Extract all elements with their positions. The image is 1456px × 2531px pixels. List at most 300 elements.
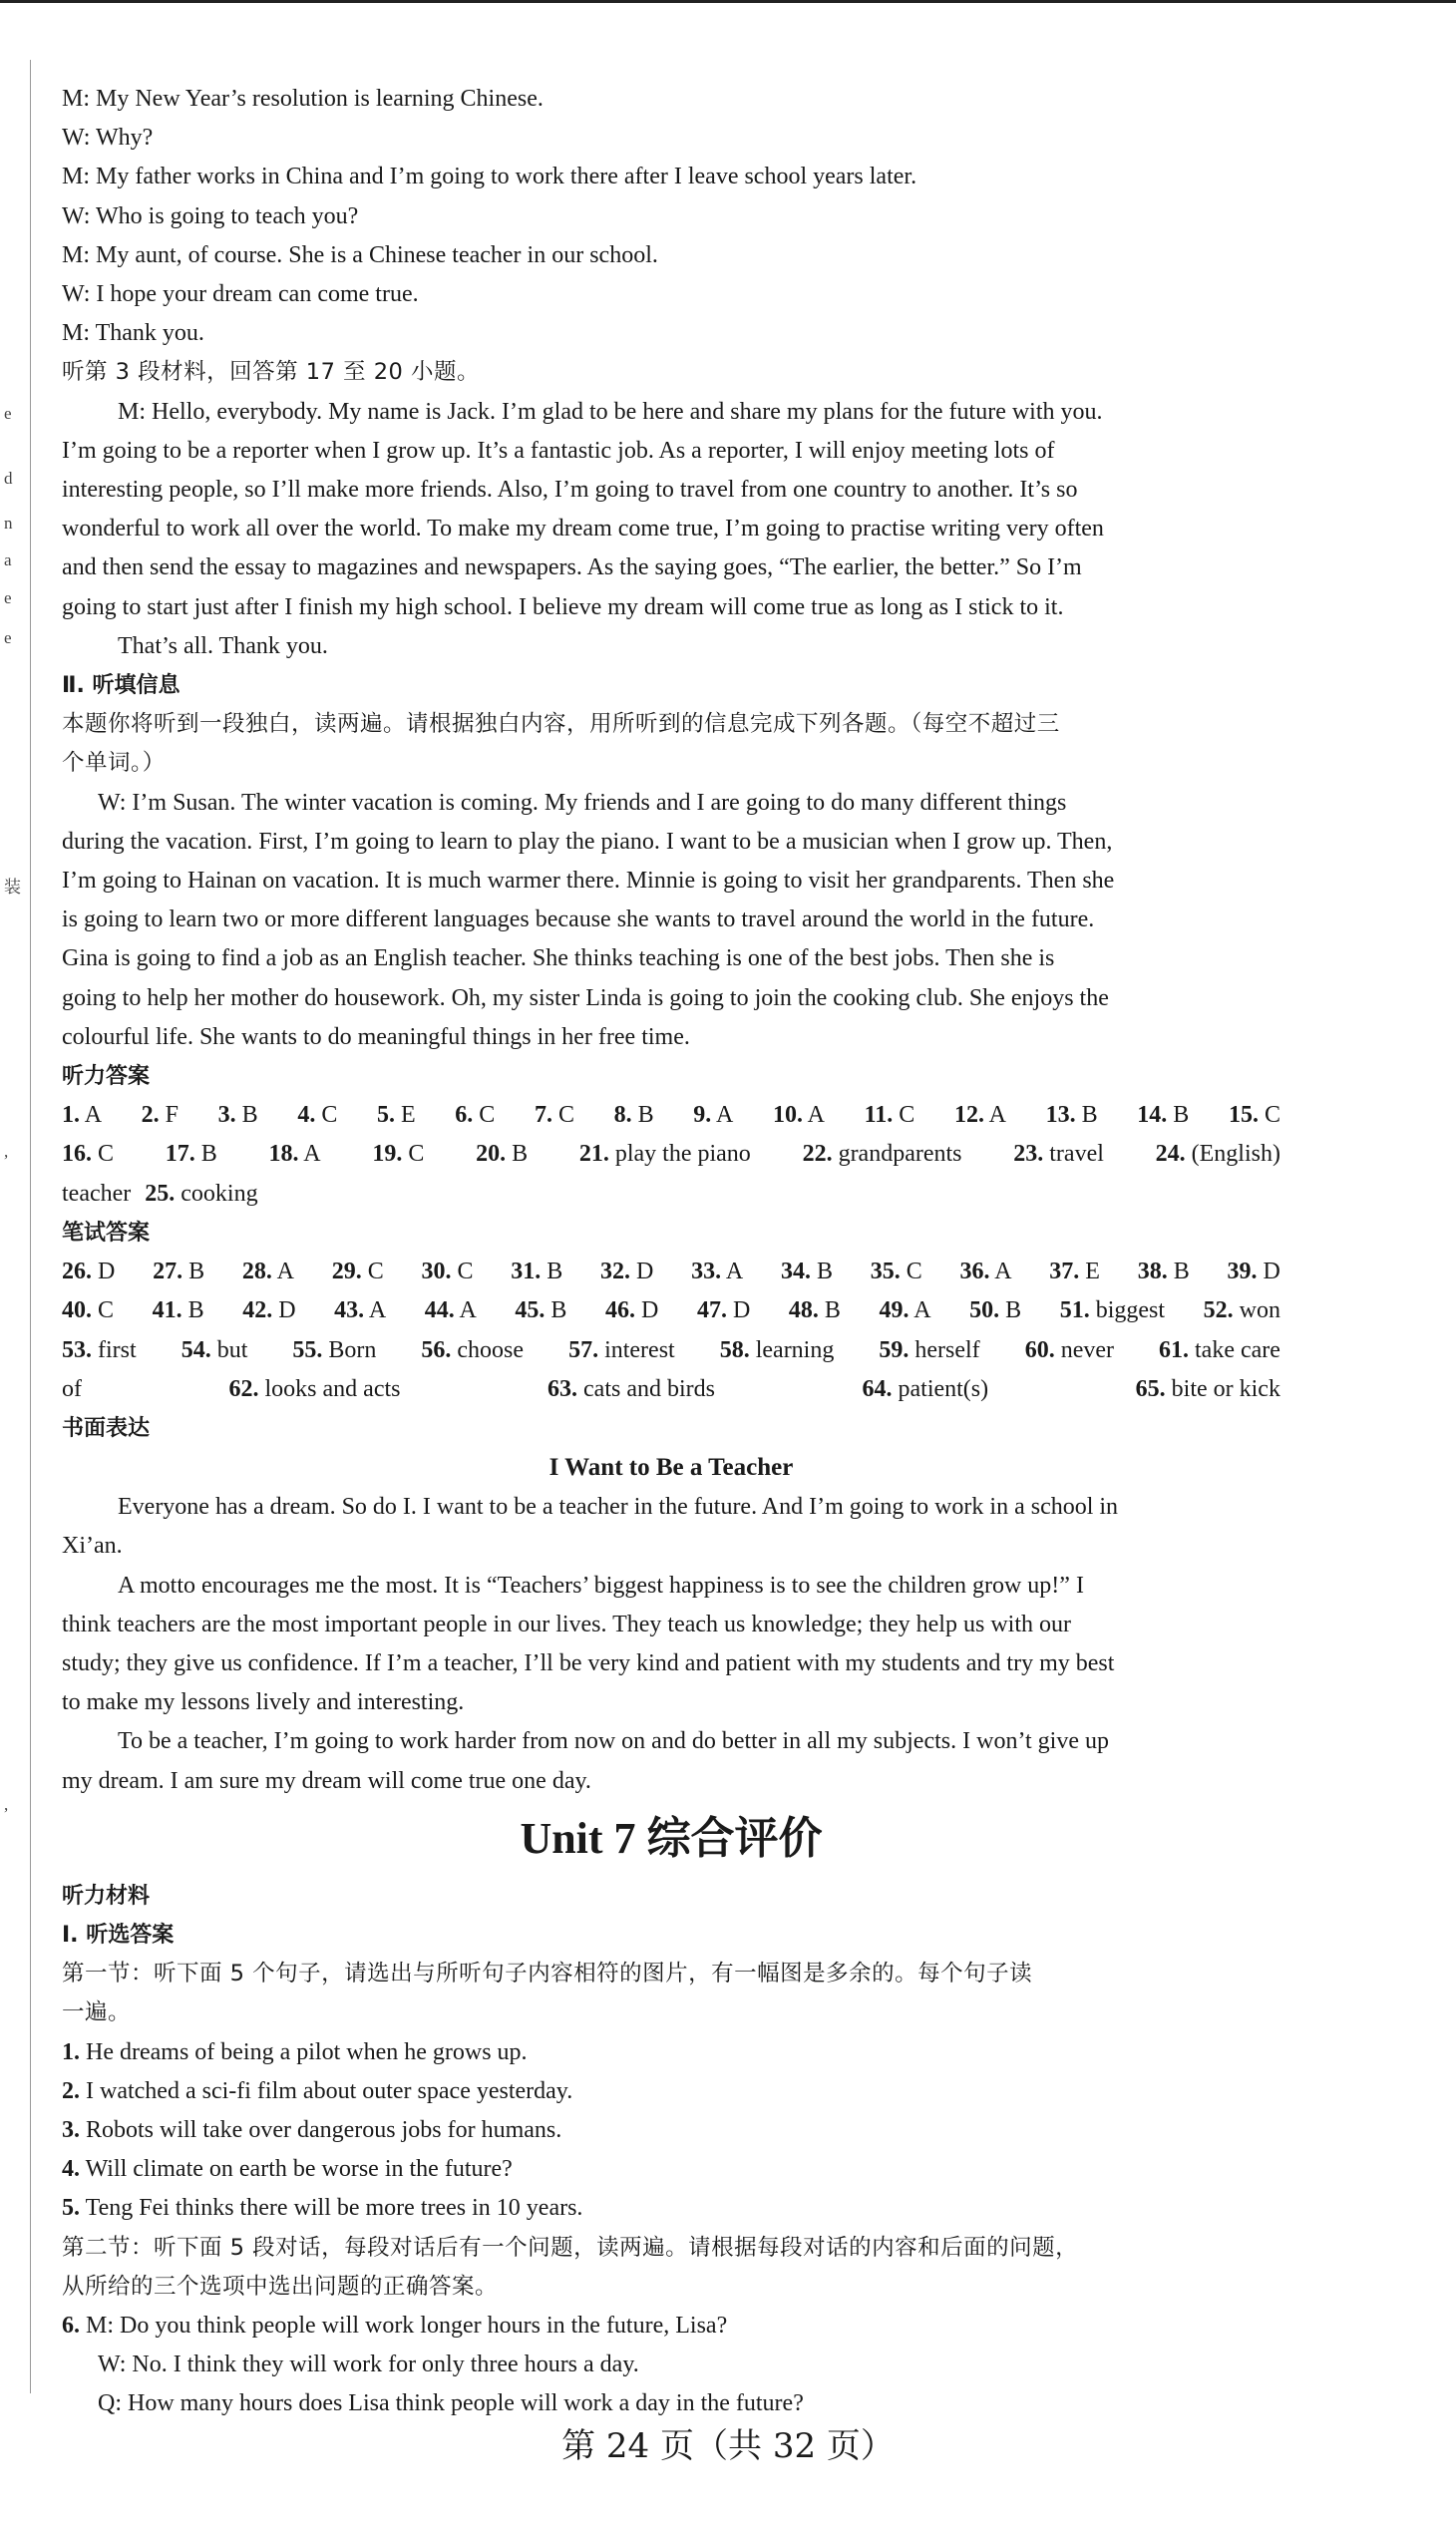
answer-item <box>960 1253 1012 1291</box>
margin-mark: 装 <box>4 878 21 897</box>
answer-value: never <box>1060 1336 1114 1363</box>
answer-item <box>182 1331 248 1370</box>
answer-value: A <box>276 1259 294 1285</box>
answer-item <box>62 1096 102 1135</box>
answer-item <box>1025 1331 1114 1370</box>
answer-item <box>1156 1135 1280 1174</box>
sentence-list <box>62 2033 1280 2229</box>
passage3-line: I’m going to be a reporter when I grow up. It’s a fantastic job. As a reporter, I will enjoy meeting lots of <box>62 437 1055 464</box>
answer-value: D <box>636 1259 654 1285</box>
answer-value: B <box>550 1297 567 1324</box>
page-footer <box>0 2418 1456 2467</box>
answer-value: C <box>557 1102 574 1129</box>
answer-item <box>372 1135 424 1174</box>
passage3-line: going to start just after I finish my high school. I believe my dream will come true as long as I stick to it. <box>62 593 1064 620</box>
margin-mark: a <box>4 550 12 569</box>
answer-item <box>969 1291 1021 1330</box>
sentence-item <box>62 2072 1280 2111</box>
answer-item <box>773 1096 825 1135</box>
answer-item <box>568 1331 675 1370</box>
margin-mark: e <box>4 588 12 607</box>
answer-number: 34. <box>780 1259 811 1285</box>
section2-instructions: 本题你将听到一段独白，读两遍。请根据独白内容，用所听到的信息完成下列各题。（每空不超过三 <box>62 711 1060 738</box>
answer-number: 47. <box>696 1297 727 1324</box>
answer-number: 26. <box>62 1259 92 1285</box>
sentence-number: 4. <box>62 2156 80 2183</box>
answer-item <box>1137 1096 1189 1135</box>
written-answers-heading: 笔试答案 <box>62 1220 151 1246</box>
answer-row <box>62 1096 1280 1135</box>
answer-number: 64. <box>862 1375 893 1402</box>
answer-item <box>789 1291 841 1330</box>
section1-heading: Ⅰ. 听选答案 <box>62 1922 175 1948</box>
part1-instructions: 第一节：听下面 5 个句子，请选出与所听句子内容相符的图片，有一幅图是多余的。每个句子读 <box>62 1961 1033 1988</box>
answer-value: B <box>824 1297 841 1324</box>
answer-item <box>421 1253 473 1291</box>
sentence-item <box>62 2111 1280 2150</box>
answer-item <box>242 1291 295 1330</box>
answer-item <box>62 1291 114 1330</box>
answer-value: B <box>188 1259 205 1285</box>
answer-value: of <box>62 1375 82 1402</box>
answer-item <box>476 1135 528 1174</box>
answer-item <box>1228 1253 1280 1291</box>
answer-value: C <box>479 1102 496 1129</box>
answer-item <box>1159 1331 1280 1370</box>
answer-number: 31. <box>511 1259 542 1285</box>
answer-value: C <box>98 1141 115 1168</box>
answer-number: 37. <box>1049 1259 1080 1285</box>
written-answers <box>62 1253 1280 1409</box>
answer-number: 63. <box>547 1375 578 1402</box>
answer-item <box>1138 1253 1190 1291</box>
answer-value: B <box>1005 1297 1022 1324</box>
answer-item <box>292 1331 376 1370</box>
answer-number: 25. <box>145 1180 176 1207</box>
answer-value: E <box>400 1102 416 1129</box>
sentence-text: Robots will take over dangerous jobs for humans. <box>86 2116 562 2143</box>
answer-item <box>334 1291 386 1330</box>
answer-value: D <box>732 1297 751 1324</box>
answer-number: 19. <box>372 1141 403 1168</box>
answer-value: first <box>98 1336 137 1363</box>
question-line <box>62 2346 1280 2384</box>
answer-item <box>720 1331 835 1370</box>
answer-number: 42. <box>242 1297 273 1324</box>
answer-number: 33. <box>691 1259 722 1285</box>
answer-number: 18. <box>268 1141 299 1168</box>
answer-value: A <box>368 1297 387 1324</box>
answer-item <box>425 1291 477 1330</box>
passage3-line: and then send the essay to magazines and newspapers. As the saying goes, “The earlier, the better.” So I’m <box>62 554 1082 581</box>
answer-item <box>880 1291 931 1330</box>
answer-value: B <box>200 1141 217 1168</box>
dialogue-line: W: I hope your dream can come true. <box>62 281 419 308</box>
listening-answers-heading: 听力答案 <box>62 1064 151 1090</box>
answer-item <box>62 1253 115 1291</box>
answer-number: 36. <box>959 1259 990 1285</box>
sentence-number: 2. <box>62 2077 80 2104</box>
answer-value: play the piano <box>614 1141 751 1168</box>
sentence-number: 5. <box>62 2195 80 2222</box>
answer-row <box>62 1291 1280 1330</box>
passage3-line: That’s all. Thank you. <box>118 632 328 659</box>
question-6 <box>62 2307 1280 2424</box>
answer-item <box>614 1096 654 1135</box>
answer-number: 21. <box>578 1141 609 1168</box>
answer-item <box>954 1096 1006 1135</box>
listening-material-heading: 听力材料 <box>62 1883 151 1909</box>
monologue-line: is going to learn two or more different languages because she wants to travel around the world in the future. <box>62 906 1095 933</box>
answer-number: 13. <box>1045 1102 1076 1129</box>
monologue-line: colourful life. She wants to do meaningful things in her free time. <box>62 1023 690 1050</box>
answer-item <box>879 1331 979 1370</box>
answer-number: 35. <box>870 1259 901 1285</box>
answer-value: B <box>546 1259 563 1285</box>
answer-item <box>515 1291 566 1330</box>
answer-value: E <box>1085 1259 1100 1285</box>
unit-title <box>62 1801 1280 1877</box>
binding-margin-marks <box>0 0 22 2531</box>
section2-heading: Ⅱ. 听填信息 <box>62 673 181 699</box>
answer-item <box>455 1096 495 1135</box>
answer-value: C <box>899 1102 915 1129</box>
answer-value: travel <box>1049 1141 1104 1168</box>
answer-value: D <box>98 1259 116 1285</box>
answer-number: 44. <box>424 1297 455 1324</box>
answer-item <box>269 1135 321 1174</box>
part2-instructions: 从所给的三个选项中选出问题的正确答案。 <box>62 2273 499 2300</box>
answer-value: D <box>1263 1259 1280 1285</box>
question-text: W: No. I think they will work for only three hours a day. <box>98 2351 639 2378</box>
essay-line: Xi’an. <box>62 1533 123 1560</box>
answer-number: 1. <box>62 1102 80 1129</box>
sentence-text: I watched a sci-fi film about outer space yesterday. <box>86 2077 573 2104</box>
answer-number: 45. <box>515 1297 546 1324</box>
answer-value: A <box>725 1259 744 1285</box>
answer-number: 8. <box>613 1102 632 1129</box>
essay-line: think teachers are the most important people in our lives. They teach us knowledge; they help us with our <box>62 1611 1071 1637</box>
passage3-line: wonderful to work all over the world. To make my dream come true, I’m going to practise writing very often <box>62 516 1104 542</box>
answer-number: 11. <box>864 1102 894 1129</box>
answer-number: 49. <box>879 1297 910 1324</box>
answer-item <box>1049 1253 1100 1291</box>
essay-line: A motto encourages me the most. It is “Teachers’ biggest happiness is to see the children grow up!” I <box>118 1572 1084 1599</box>
dialogue-line: M: Thank you. <box>62 320 204 347</box>
answer-item <box>1229 1096 1280 1135</box>
part1-instructions: 一遍。 <box>62 1999 132 2026</box>
answer-value: (English) <box>1191 1141 1280 1168</box>
answer-number: 43. <box>334 1297 365 1324</box>
answer-value: C <box>321 1102 338 1129</box>
top-rule <box>0 0 1456 3</box>
answer-number: 51. <box>1059 1297 1090 1324</box>
answer-value: but <box>216 1336 248 1363</box>
answer-value: bite or kick <box>1171 1375 1280 1402</box>
answer-value: A <box>715 1102 734 1129</box>
answer-value: F <box>165 1102 180 1129</box>
answer-value: cooking <box>181 1180 258 1207</box>
answer-value: learning <box>755 1336 835 1363</box>
answer-row <box>62 1370 1280 1409</box>
passage3-intro: 听第 3 段材料，回答第 17 至 20 小题。 <box>62 359 480 386</box>
answer-value: B <box>241 1102 258 1129</box>
answer-item <box>691 1253 743 1291</box>
answer-number: 28. <box>241 1259 272 1285</box>
answer-number: 17. <box>165 1141 195 1168</box>
answer-value: A <box>303 1141 321 1168</box>
answer-item <box>781 1253 833 1291</box>
passage3-line: M: Hello, everybody. My name is Jack. I’m glad to be here and share my plans for the future with you. <box>118 398 1103 425</box>
sentence-text: He dreams of being a pilot when he grows up. <box>86 2038 528 2065</box>
answer-item <box>865 1096 915 1135</box>
answer-value: choose <box>457 1336 525 1363</box>
answer-number: 27. <box>153 1259 183 1285</box>
essay-line: study; they give us confidence. If I’m a teacher, I’ll be very kind and patient with my students and try my best <box>62 1649 1115 1676</box>
answer-number: 3. <box>217 1102 236 1129</box>
answer-item <box>863 1370 989 1409</box>
answer-value: B <box>1173 1259 1190 1285</box>
sentence-item <box>62 2033 1280 2072</box>
answer-value: B <box>816 1259 833 1285</box>
passage3-line: interesting people, so I’ll make more friends. Also, I’m going to travel from one country to another. It’s so <box>62 477 1078 504</box>
answer-value: interest <box>604 1336 675 1363</box>
answer-item <box>62 1135 114 1174</box>
answer-item <box>697 1291 750 1330</box>
monologue-line: during the vacation. First, I’m going to learn to play the piano. I want to be a musician when I grow up. Then, <box>62 828 1113 855</box>
answer-number: 41. <box>152 1297 182 1324</box>
answer-value: B <box>1081 1102 1098 1129</box>
answer-number: 57. <box>568 1336 599 1363</box>
answer-number: 46. <box>605 1297 636 1324</box>
answer-value: A <box>807 1102 825 1129</box>
margin-mark: , <box>4 1795 9 1814</box>
footer-mid: 页（共 <box>649 2426 773 2466</box>
answer-item <box>145 1181 257 1207</box>
answer-number: 30. <box>421 1259 452 1285</box>
dialogue-line: M: My aunt, of course. She is a Chinese teacher in our school. <box>62 241 658 268</box>
answer-number: 38. <box>1137 1259 1168 1285</box>
listening-answers <box>62 1096 1280 1214</box>
answer-item <box>803 1135 962 1174</box>
answer-value: D <box>278 1297 296 1324</box>
answer-number: 7. <box>534 1102 552 1129</box>
answer-number: 12. <box>953 1102 984 1129</box>
monologue-line: Gina is going to find a job as an English teacher. She thinks teaching is one of the best jobs. Then she is <box>62 945 1055 972</box>
answer-value: C <box>457 1259 474 1285</box>
footer-total: 32 <box>772 2426 817 2466</box>
sentence-item <box>62 2150 1280 2189</box>
answer-value: B <box>1173 1102 1190 1129</box>
answer-item <box>153 1253 204 1291</box>
answer-number: 16. <box>62 1141 92 1168</box>
question-text: Q: How many hours does Lisa think people will work a day in the future? <box>98 2390 804 2417</box>
answer-number: 53. <box>62 1336 92 1363</box>
answer-number: 55. <box>292 1336 323 1363</box>
dialogue-line: W: Why? <box>62 125 154 152</box>
answer-number: 6. <box>455 1102 474 1129</box>
answer-number: 62. <box>228 1375 259 1402</box>
answer-number: 10. <box>772 1102 803 1129</box>
margin-mark: , <box>4 1142 9 1161</box>
answer-value: take care <box>1195 1336 1280 1363</box>
essay-line: To be a teacher, I’m going to work harder from now on and do better in all my subjects. I won’t give up <box>118 1728 1109 1755</box>
answer-item <box>1013 1135 1104 1174</box>
answer-value: C <box>1264 1102 1280 1129</box>
essay-body <box>62 1488 1280 1801</box>
answer-item <box>547 1370 715 1409</box>
part2-instructions: 第二节：听下面 5 段对话，每段对话后有一个问题，读两遍。请根据每段对话的内容和后面的问题， <box>62 2234 1079 2261</box>
answer-number: 50. <box>969 1297 1000 1324</box>
margin-mark: d <box>4 469 13 488</box>
answer-item <box>332 1253 384 1291</box>
unit-title-en: Unit 7 <box>520 1813 647 1863</box>
answer-value: C <box>98 1297 115 1324</box>
answer-item <box>62 1331 137 1370</box>
answer-value: grandparents <box>838 1141 962 1168</box>
footer-post: 页） <box>816 2426 895 2466</box>
answer-number: 20. <box>476 1141 507 1168</box>
answer-value: A <box>913 1297 931 1324</box>
answer-number: 9. <box>693 1102 712 1129</box>
footer-page: 24 <box>605 2426 650 2466</box>
answer-item <box>218 1096 258 1135</box>
question-number: 6. <box>62 2312 80 2339</box>
dialogue-line: M: My New Year’s resolution is learning Chinese. <box>62 86 544 112</box>
answer-value: B <box>187 1297 204 1324</box>
answer-number: 14. <box>1137 1102 1168 1129</box>
dialogue-line: W: Who is going to teach you? <box>62 202 359 229</box>
answer-number: 4. <box>297 1102 316 1129</box>
sentence-item <box>62 2189 1280 2228</box>
answer-value: A <box>988 1102 1006 1129</box>
dialogue-tail <box>62 80 1280 353</box>
answer-number: 22. <box>802 1141 833 1168</box>
margin-mark: e <box>4 404 12 423</box>
answer-item <box>511 1253 562 1291</box>
answer-number: 56. <box>421 1336 452 1363</box>
answer-item <box>535 1096 574 1135</box>
answer-item <box>142 1096 179 1135</box>
answer-item <box>153 1291 204 1330</box>
unit-title-cn: 综合评价 <box>646 1812 823 1864</box>
answer-number: 59. <box>879 1336 910 1363</box>
essay-line: Everyone has a dream. So do I. I want to be a teacher in the future. And I’m going to work in a school in <box>118 1494 1119 1521</box>
sentence-text: Will climate on earth be worse in the future? <box>85 2156 513 2183</box>
answer-value: biggest <box>1095 1297 1166 1324</box>
answer-item <box>62 1370 82 1409</box>
answer-item <box>1046 1096 1098 1135</box>
answer-value: C <box>906 1259 922 1285</box>
answer-item <box>421 1331 524 1370</box>
answer-item <box>600 1253 653 1291</box>
answer-item <box>242 1253 294 1291</box>
answer-number: 60. <box>1024 1336 1055 1363</box>
answer-row <box>62 1253 1280 1291</box>
answer-number: 54. <box>181 1336 211 1363</box>
answer-number: 39. <box>1227 1259 1258 1285</box>
answer-item <box>377 1096 416 1135</box>
answer-value: cats and birds <box>583 1375 715 1402</box>
footer-pre: 第 <box>561 2426 606 2466</box>
answer-value: A <box>84 1102 103 1129</box>
answer-number: 61. <box>1159 1336 1189 1363</box>
answer-number: 5. <box>376 1102 395 1129</box>
answer-item <box>62 1181 131 1207</box>
answer-item <box>1136 1370 1280 1409</box>
section2-instructions: 个单词。） <box>62 750 166 777</box>
monologue-line: going to help her mother do housework. Oh, my sister Linda is going to join the cooking club. She enjoys the <box>62 984 1109 1011</box>
answer-value: A <box>459 1297 477 1324</box>
answer-value: B <box>512 1141 529 1168</box>
answer-number: 65. <box>1135 1375 1166 1402</box>
answer-item <box>297 1096 337 1135</box>
answer-number: 2. <box>141 1102 160 1129</box>
answer-value: teacher <box>62 1180 132 1207</box>
answer-number: 23. <box>1013 1141 1044 1168</box>
answer-item <box>693 1096 733 1135</box>
answer-value: A <box>994 1259 1012 1285</box>
monologue <box>62 784 1280 1057</box>
answer-number: 52. <box>1203 1297 1234 1324</box>
passage3 <box>62 393 1280 666</box>
monologue-line: W: I’m Susan. The winter vacation is coming. My friends and I are going to do many different things <box>98 789 1067 816</box>
question-text: M: Do you think people will work longer hours in the future, Lisa? <box>86 2312 728 2339</box>
answer-value: patient(s) <box>898 1375 989 1402</box>
dialogue-line: M: My father works in China and I’m going to work there after I leave school years later. <box>62 164 917 190</box>
answer-number: 58. <box>719 1336 750 1363</box>
answer-item <box>579 1135 751 1174</box>
answer-item <box>1204 1291 1280 1330</box>
answer-number: 15. <box>1228 1102 1259 1129</box>
sentence-number: 1. <box>62 2038 80 2065</box>
sentence-text: Teng Fei thinks there will be more trees in 10 years. <box>85 2195 583 2222</box>
essay-line: to make my lessons lively and interesting. <box>62 1689 465 1716</box>
question-line <box>62 2307 1280 2346</box>
answer-item <box>871 1253 922 1291</box>
answer-row <box>62 1135 1280 1174</box>
answer-number: 40. <box>62 1297 92 1324</box>
writing-heading: 书面表达 <box>62 1415 151 1441</box>
answer-row <box>62 1175 1280 1214</box>
answer-item <box>605 1291 658 1330</box>
margin-mark: n <box>4 514 13 533</box>
sentence-number: 3. <box>62 2116 80 2143</box>
answer-value: D <box>641 1297 659 1324</box>
answer-number: 48. <box>788 1297 819 1324</box>
page-content <box>62 80 1280 2424</box>
answer-value: Born <box>328 1336 377 1363</box>
answer-row <box>62 1331 1280 1370</box>
answer-item <box>229 1370 401 1409</box>
monologue-line: I’m going to Hainan on vacation. It is much warmer there. Minnie is going to visit her grandparents. Then she <box>62 868 1115 895</box>
margin-mark: e <box>4 628 12 647</box>
answer-item <box>1060 1291 1165 1330</box>
answer-number: 24. <box>1155 1141 1186 1168</box>
essay-title: I Want to Be a Teacher <box>548 1454 794 1482</box>
answer-value: looks and acts <box>264 1375 401 1402</box>
answer-value: B <box>637 1102 654 1129</box>
answer-number: 29. <box>331 1259 362 1285</box>
answer-value: herself <box>914 1336 980 1363</box>
answer-value: won <box>1239 1297 1280 1324</box>
binding-margin-line <box>30 60 31 2393</box>
answer-value: C <box>408 1141 425 1168</box>
answer-value: C <box>367 1259 384 1285</box>
answer-number: 32. <box>600 1259 631 1285</box>
answer-item <box>166 1135 217 1174</box>
essay-line: my dream. I am sure my dream will come true one day. <box>62 1767 591 1794</box>
